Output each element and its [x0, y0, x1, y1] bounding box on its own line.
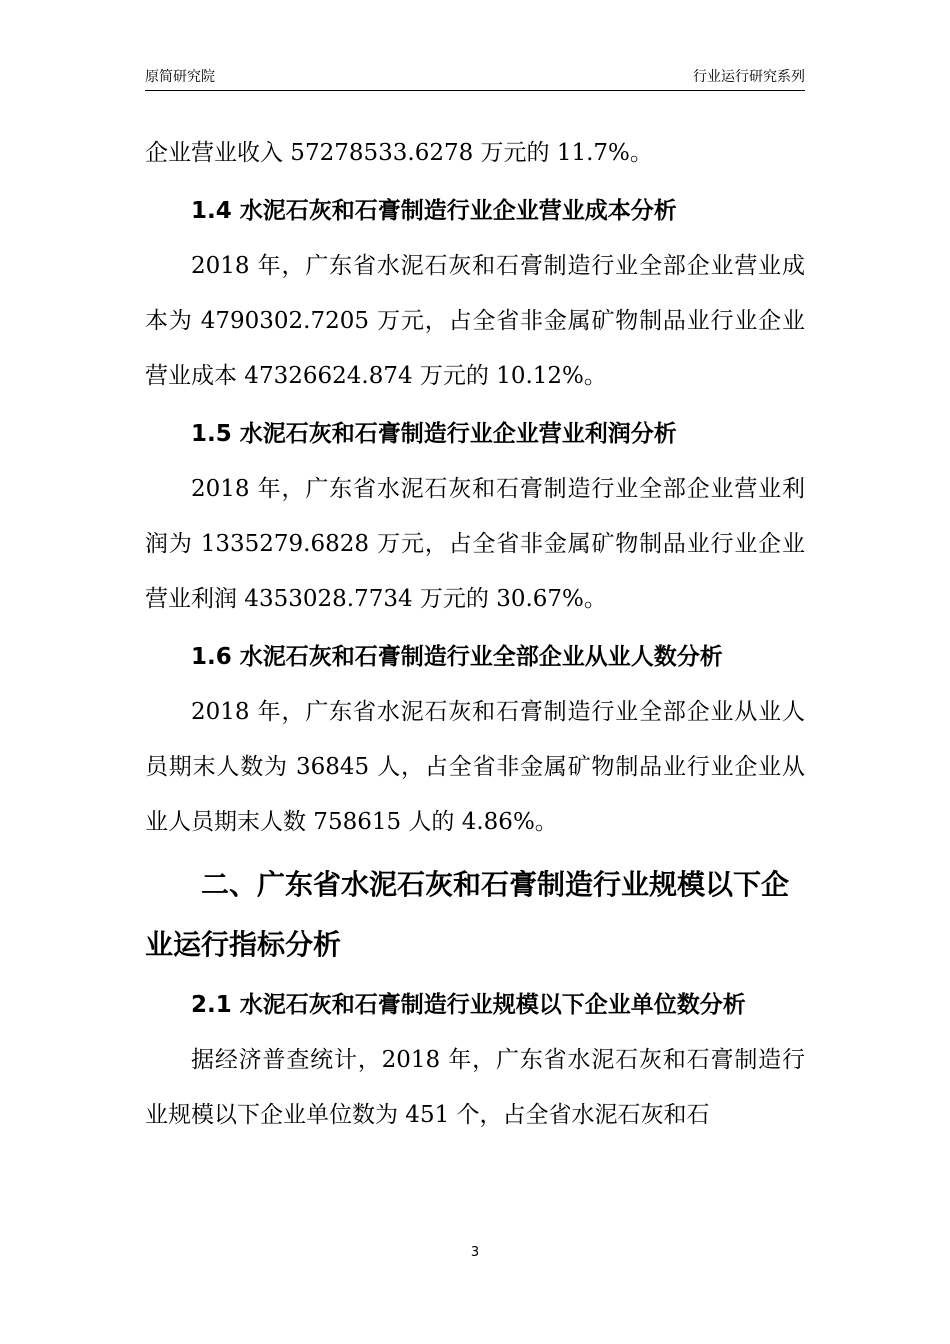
paragraph-operating-profit: 2018 年，广东省水泥石灰和石膏制造行业全部企业营业利润为 1335279.6828 万元，占全省非金属矿物制品业行业企业营业利润 4353028.7734 万元的 30.67%。: [145, 476, 805, 612]
page-header: [145, 66, 805, 91]
chapter-heading-2: 二、广东省水泥石灰和石膏制造行业规模以下企业运行指标分析: [145, 868, 790, 961]
section-heading-1-4: 1.4 水泥石灰和石膏制造行业企业营业成本分析: [191, 198, 677, 224]
section-heading-1-5: 1.5 水泥石灰和石膏制造行业企业营业利润分析: [191, 421, 677, 447]
section-heading-2-1: 2.1 水泥石灰和石膏制造行业规模以下企业单位数分析: [191, 992, 746, 1018]
paragraph-operating-cost: 2018 年，广东省水泥石灰和石膏制造行业全部企业营业成本为 4790302.7205 万元，占全省非金属矿物制品业行业企业营业成本 47326624.874 万元的 10.12%。: [145, 253, 805, 389]
page-number: 3: [470, 1245, 480, 1260]
header-left-text: 原简研究院: [145, 69, 215, 85]
header-right-text: 行业运行研究系列: [693, 69, 805, 85]
section-heading-1-6: 1.6 水泥石灰和石膏制造行业全部企业从业人数分析: [191, 644, 723, 670]
paragraph-continuation: 企业营业收入 57278533.6278 万元的 11.7%。: [145, 140, 653, 166]
paragraph-employees: 2018 年，广东省水泥石灰和石膏制造行业全部企业从业人员期末人数为 36845 人，占全省非金属矿物制品业行业企业从业人员期末人数 758615 人的 4.86%。: [145, 699, 805, 835]
document-body: [145, 126, 805, 1143]
paragraph-unit-count: 据经济普查统计，2018 年，广东省水泥石灰和石膏制造行业规模以下企业单位数为 451 个，占全省水泥石灰和石: [145, 1047, 805, 1128]
